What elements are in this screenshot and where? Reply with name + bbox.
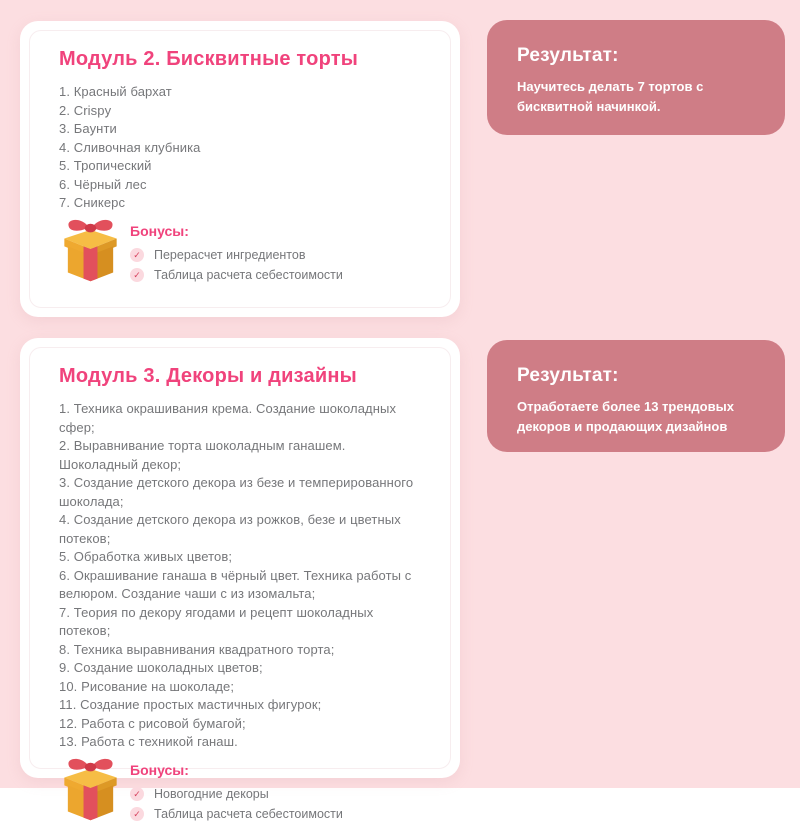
check-icon: ✓ (130, 268, 144, 282)
bonus-item (130, 787, 343, 802)
module-2-card (20, 21, 460, 317)
bonuses-label: Бонусы: (130, 761, 189, 778)
check-icon: ✓ (130, 807, 144, 821)
result-text: Научитесь делать 7 тортов с бисквитной начинкой. (517, 79, 704, 114)
module-3-title: Модуль 3. Декоры и дизайны (59, 365, 357, 387)
gift-icon (59, 754, 122, 822)
bonus-text: Новогодние декоры (154, 786, 269, 801)
list-item: 1. Красный бархат (59, 84, 172, 99)
list-item: 8. Техника выравнивания квадратного торта; (59, 641, 335, 657)
list-item: 10. Рисование на шоколаде; (59, 678, 235, 694)
module-3-list (59, 400, 426, 752)
module-2-list (59, 83, 426, 213)
list-item: 11. Создание простых мастичных фигурок; (59, 697, 322, 712)
bonuses-label: Бонусы: (130, 222, 189, 239)
list-item: 13. Работа с техникой ганаш. (59, 734, 238, 749)
list-item: 3. Создание детского декора из безе и темперированного шоколада; (59, 475, 414, 509)
result-title: Результат: (517, 365, 619, 386)
list-item: 12. Работа с рисовой бумагой; (59, 715, 246, 731)
bonus-text: Таблица расчета себестоимости (154, 806, 343, 821)
result-title: Результат: (517, 45, 619, 66)
bonuses-block (59, 754, 426, 822)
list-item: 6. Чёрный лес (59, 176, 147, 192)
bonus-item (130, 268, 343, 283)
module-2-title: Модуль 2. Бисквитные торты (59, 48, 359, 70)
list-item: 3. Баунти (59, 121, 117, 136)
module-3-card (20, 338, 460, 821)
bonuses-block (59, 215, 426, 283)
bonus-item (130, 248, 343, 263)
module-2-result-card (487, 20, 785, 135)
result-text: Отработаете более 13 трендовых декоров и продающих дизайнов (517, 399, 734, 434)
list-item: 1. Техника окрашивания крема. Создание шоколадных сфер; (59, 401, 397, 435)
list-item: 4. Создание детского декора из рожков, безе и цветных потеков; (59, 512, 401, 546)
list-item: 5. Тропический (59, 158, 152, 173)
bonus-item (130, 807, 343, 822)
list-item: 4. Сливочная клубника (59, 139, 201, 155)
list-item: 2. Выравнивание торта шоколадным ганашем. Шоколадный декор; (59, 438, 346, 472)
list-item: 9. Создание шоколадных цветов; (59, 660, 263, 675)
gift-icon (59, 215, 122, 283)
bonus-text: Перерасчет ингредиентов (154, 247, 306, 262)
list-item: 7. Теория по декору ягодами и рецепт шоколадных потеков; (59, 604, 374, 638)
list-item: 7. Сникерс (59, 195, 126, 210)
list-item: 2. Crispy (59, 102, 112, 118)
bonus-text: Таблица расчета себестоимости (154, 267, 343, 282)
check-icon: ✓ (130, 248, 144, 262)
list-item: 5. Обработка живых цветов; (59, 549, 233, 564)
list-item: 6. Окрашивание ганаша в чёрный цвет. Техника работы с велюром. Создание чаши с из изомальта; (59, 567, 412, 601)
check-icon: ✓ (130, 787, 144, 801)
module-3-result-card (487, 340, 785, 452)
